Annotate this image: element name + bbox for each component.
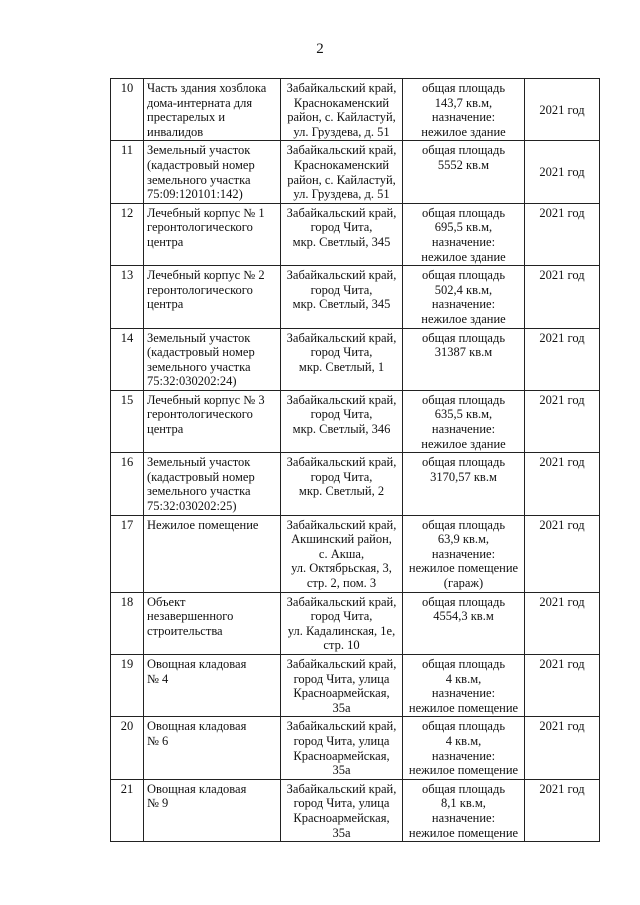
address-line: Красноармейская, — [293, 686, 390, 701]
object-name-line: земельного участка — [147, 484, 251, 499]
characteristics-line: 4 кв.м, — [445, 671, 482, 686]
table-row — [111, 390, 600, 452]
address-line: Красноармейская, — [293, 810, 390, 825]
address-line: Забайкальский край, — [286, 455, 397, 470]
address-line: ул. Груздева, д. 51 — [293, 124, 390, 139]
characteristics-cell — [403, 717, 525, 779]
characteristics-line: 502,4 кв.м, — [434, 282, 493, 297]
address-cell — [281, 79, 403, 141]
object-name-cell — [144, 779, 281, 841]
object-name-line: Земельный участок — [147, 143, 251, 158]
object-name-line: Овощная кладовая — [147, 781, 247, 796]
year-cell — [525, 203, 600, 265]
object-name-line: (кадастровый номер — [147, 345, 255, 360]
address-line: город Чита, улица — [293, 796, 390, 811]
characteristics-line: нежилое здание — [421, 436, 506, 451]
table-row — [111, 592, 600, 654]
row-number-cell — [111, 515, 144, 592]
row-number: 16 — [120, 455, 134, 470]
object-name-cell — [144, 79, 281, 141]
characteristics-cell — [403, 390, 525, 452]
characteristics-line: 8,1 кв.м, — [441, 796, 486, 811]
address-cell — [281, 779, 403, 841]
row-number: 15 — [120, 392, 134, 407]
address-line: город Чита, улица — [293, 733, 390, 748]
year-value: 2021 год — [539, 455, 585, 470]
characteristics-line: общая площадь — [421, 268, 506, 283]
characteristics-line: общая площадь — [421, 455, 506, 470]
row-number: 19 — [120, 656, 134, 671]
year-value: 2021 год — [539, 517, 585, 532]
address-line: 35а — [332, 825, 351, 840]
characteristics-cell — [403, 592, 525, 654]
row-number: 21 — [120, 781, 134, 796]
characteristics-line: нежилое помещение — [408, 561, 519, 576]
address-cell — [281, 141, 403, 203]
object-name-line: геронтологического — [147, 407, 253, 422]
characteristics-line: назначение: — [431, 297, 496, 312]
address-cell — [281, 328, 403, 390]
year-cell — [525, 453, 600, 515]
address-line: Акшинский район, — [291, 532, 392, 547]
address-line: район, с. Кайластуй, — [287, 172, 396, 187]
address-cell — [281, 654, 403, 716]
object-name-line: № 4 — [147, 671, 169, 686]
address-cell — [281, 515, 403, 592]
object-name-line: Часть здания хозблока — [147, 81, 267, 95]
object-name-line: № 9 — [147, 796, 169, 811]
characteristics-cell — [403, 515, 525, 592]
characteristics-line: нежилое помещение — [408, 763, 519, 778]
object-name-cell — [144, 390, 281, 452]
row-number-cell — [111, 203, 144, 265]
address-line: город Чита, — [310, 282, 373, 297]
object-name-line: Овощная кладовая — [147, 719, 247, 734]
characteristics-line: нежилое здание — [421, 311, 506, 326]
characteristics-line: назначение: — [431, 810, 496, 825]
object-name-line: центра — [147, 422, 184, 437]
characteristics-line: общая площадь — [421, 330, 506, 345]
year-value: 2021 год — [539, 392, 585, 407]
year-cell — [525, 390, 600, 452]
table-row — [111, 453, 600, 515]
address-line: мкр. Светлый, 2 — [298, 484, 385, 499]
year-value: 2021 год — [539, 594, 585, 609]
address-line: Забайкальский край, — [286, 594, 397, 609]
address-line: город Чита, — [310, 220, 373, 235]
address-line: город Чита, — [310, 407, 373, 422]
characteristics-line: 5552 кв.м — [437, 157, 490, 172]
year-cell — [525, 654, 600, 716]
year-value: 2021 год — [539, 330, 585, 345]
object-name-line: Земельный участок — [147, 455, 251, 470]
characteristics-line: общая площадь — [421, 517, 506, 532]
object-name-line: дома-интерната для — [147, 95, 253, 110]
characteristics-cell — [403, 266, 525, 328]
table-row — [111, 654, 600, 716]
address-line: Забайкальский край, — [286, 268, 397, 283]
row-number-cell — [111, 390, 144, 452]
characteristics-cell — [403, 779, 525, 841]
object-name-line: геронтологического — [147, 282, 253, 297]
object-name-line: Объект — [147, 594, 186, 609]
row-number: 10 — [120, 81, 134, 95]
characteristics-cell — [403, 203, 525, 265]
table-row — [111, 779, 600, 841]
address-line: Краснокаменский — [293, 157, 390, 172]
characteristics-line: общая площадь — [421, 205, 506, 220]
object-name-line: Лечебный корпус № 3 — [147, 392, 265, 407]
year-cell — [525, 779, 600, 841]
address-line: город Чита, — [310, 469, 373, 484]
characteristics-line: назначение: — [431, 748, 496, 763]
table-row — [111, 328, 600, 390]
characteristics-line: назначение: — [431, 234, 496, 249]
row-number-cell — [111, 79, 144, 141]
year-value: 2021 год — [539, 165, 585, 180]
object-name-line: незавершенного — [147, 609, 234, 624]
property-table-body — [111, 79, 600, 842]
year-cell — [525, 515, 600, 592]
characteristics-line: назначение: — [431, 110, 496, 125]
address-cell — [281, 390, 403, 452]
object-name-cell — [144, 203, 281, 265]
year-value: 2021 год — [539, 656, 585, 671]
table-row — [111, 203, 600, 265]
characteristics-cell — [403, 328, 525, 390]
object-name-cell — [144, 453, 281, 515]
object-name-line: земельного участка — [147, 359, 251, 374]
object-name-line: 75:09:120101:142) — [147, 187, 243, 202]
object-name-line: Овощная кладовая — [147, 656, 247, 671]
address-line: город Чита, — [310, 345, 373, 360]
row-number: 13 — [120, 268, 134, 283]
address-line: ул. Октябрьская, 3, — [291, 561, 392, 576]
table-row — [111, 717, 600, 779]
address-cell — [281, 266, 403, 328]
characteristics-line: общая площадь — [421, 81, 506, 95]
year-cell — [525, 141, 600, 203]
row-number-cell — [111, 453, 144, 515]
row-number: 20 — [120, 719, 134, 734]
characteristics-cell — [403, 79, 525, 141]
address-cell — [281, 592, 403, 654]
year-value: 2021 год — [539, 102, 585, 117]
address-line: Забайкальский край, — [286, 781, 397, 796]
characteristics-line: 635,5 кв.м, — [434, 407, 493, 422]
address-line: Забайкальский край, — [286, 656, 397, 671]
year-value: 2021 год — [539, 719, 585, 734]
characteristics-line: общая площадь — [421, 719, 506, 734]
year-cell — [525, 717, 600, 779]
address-line: Забайкальский край, — [286, 205, 397, 220]
row-number-cell — [111, 717, 144, 779]
object-name-line: Земельный участок — [147, 330, 251, 345]
address-line: стр. 2, пом. 3 — [306, 576, 377, 590]
row-number: 11 — [120, 143, 134, 158]
object-name-line: № 6 — [147, 733, 169, 748]
characteristics-line: общая площадь — [421, 143, 506, 158]
characteristics-line: 63,9 кв.м, — [437, 532, 490, 547]
address-line: с. Акша, — [318, 546, 365, 561]
address-line: 35а — [332, 700, 351, 715]
address-line: мкр. Светлый, 1 — [298, 359, 385, 374]
property-table — [110, 78, 600, 842]
object-name-line: 75:32:030202:24) — [147, 374, 237, 389]
characteristics-line: (гараж) — [443, 576, 484, 590]
characteristics-line: 4554,3 кв.м — [433, 609, 494, 624]
address-line: город Чита, улица — [293, 671, 390, 686]
object-name-line: земельного участка — [147, 172, 251, 187]
address-line: Краснокаменский — [293, 95, 390, 110]
row-number-cell — [111, 779, 144, 841]
object-name-line: строительства — [147, 623, 223, 638]
year-value: 2021 год — [539, 205, 585, 220]
year-cell — [525, 79, 600, 141]
characteristics-line: общая площадь — [421, 781, 506, 796]
address-line: город Чита, — [310, 609, 373, 624]
address-line: Забайкальский край, — [286, 392, 397, 407]
row-number: 12 — [120, 205, 134, 220]
address-line: мкр. Светлый, 345 — [292, 297, 391, 312]
object-name-line: Лечебный корпус № 1 — [147, 205, 265, 220]
year-cell — [525, 328, 600, 390]
table-row — [111, 515, 600, 592]
table-row — [111, 141, 600, 203]
row-number-cell — [111, 141, 144, 203]
address-cell — [281, 203, 403, 265]
characteristics-line: 3170,57 кв.м — [430, 469, 497, 484]
object-name-cell — [144, 654, 281, 716]
object-name-line: 75:32:030202:25) — [147, 499, 237, 514]
address-line: Красноармейская, — [293, 748, 390, 763]
object-name-line: центра — [147, 234, 184, 249]
object-name-line: инвалидов — [147, 124, 204, 139]
characteristics-line: 143,7 кв.м, — [434, 95, 493, 110]
row-number-cell — [111, 654, 144, 716]
characteristics-cell — [403, 141, 525, 203]
row-number-cell — [111, 328, 144, 390]
address-line: ул. Кадалинская, 1е, — [287, 623, 396, 638]
row-number: 17 — [120, 517, 134, 532]
row-number-cell — [111, 592, 144, 654]
object-name-line: Нежилое помещение — [147, 517, 259, 532]
object-name-line: (кадастровый номер — [147, 469, 255, 484]
address-line: мкр. Светлый, 345 — [292, 234, 391, 249]
characteristics-line: 4 кв.м, — [445, 733, 482, 748]
object-name-cell — [144, 515, 281, 592]
row-number: 14 — [120, 330, 134, 345]
object-name-cell — [144, 592, 281, 654]
object-name-cell — [144, 141, 281, 203]
object-name-line: (кадастровый номер — [147, 157, 255, 172]
characteristics-line: общая площадь — [421, 392, 506, 407]
characteristics-line: нежилое здание — [421, 249, 506, 264]
year-value: 2021 год — [539, 781, 585, 796]
year-cell — [525, 592, 600, 654]
address-line: район, с. Кайластуй, — [287, 110, 396, 125]
table-row — [111, 266, 600, 328]
address-line: мкр. Светлый, 346 — [292, 422, 391, 437]
table-row — [111, 79, 600, 141]
address-line: Забайкальский край, — [286, 719, 397, 734]
object-name-line: престарелых и — [147, 110, 226, 125]
characteristics-line: 695,5 кв.м, — [434, 220, 493, 235]
characteristics-line: назначение: — [431, 686, 496, 701]
object-name-line: центра — [147, 297, 184, 312]
characteristics-line: назначение: — [431, 422, 496, 437]
address-line: Забайкальский край, — [286, 517, 397, 532]
address-cell — [281, 453, 403, 515]
object-name-cell — [144, 328, 281, 390]
row-number-cell — [111, 266, 144, 328]
address-line: Забайкальский край, — [286, 330, 397, 345]
characteristics-line: нежилое помещение — [408, 700, 519, 715]
address-line: 35а — [332, 763, 351, 778]
object-name-line: геронтологического — [147, 220, 253, 235]
year-value: 2021 год — [539, 268, 585, 283]
characteristics-line: 31387 кв.м — [434, 345, 493, 360]
characteristics-line: назначение: — [431, 546, 496, 561]
characteristics-line: нежилое здание — [421, 124, 506, 139]
address-line: ул. Груздева, д. 51 — [293, 187, 390, 202]
object-name-cell — [144, 717, 281, 779]
year-cell — [525, 266, 600, 328]
row-number: 18 — [120, 594, 134, 609]
page-number: 2 — [316, 41, 324, 57]
characteristics-line: нежилое помещение — [408, 825, 519, 840]
characteristics-cell — [403, 654, 525, 716]
characteristics-line: общая площадь — [421, 594, 506, 609]
address-line: Забайкальский край, — [286, 143, 397, 158]
object-name-line: Лечебный корпус № 2 — [147, 268, 265, 283]
characteristics-line: общая площадь — [421, 656, 506, 671]
object-name-cell — [144, 266, 281, 328]
address-cell — [281, 717, 403, 779]
address-line: стр. 10 — [323, 638, 360, 653]
characteristics-cell — [403, 453, 525, 515]
address-line: Забайкальский край, — [286, 81, 397, 95]
